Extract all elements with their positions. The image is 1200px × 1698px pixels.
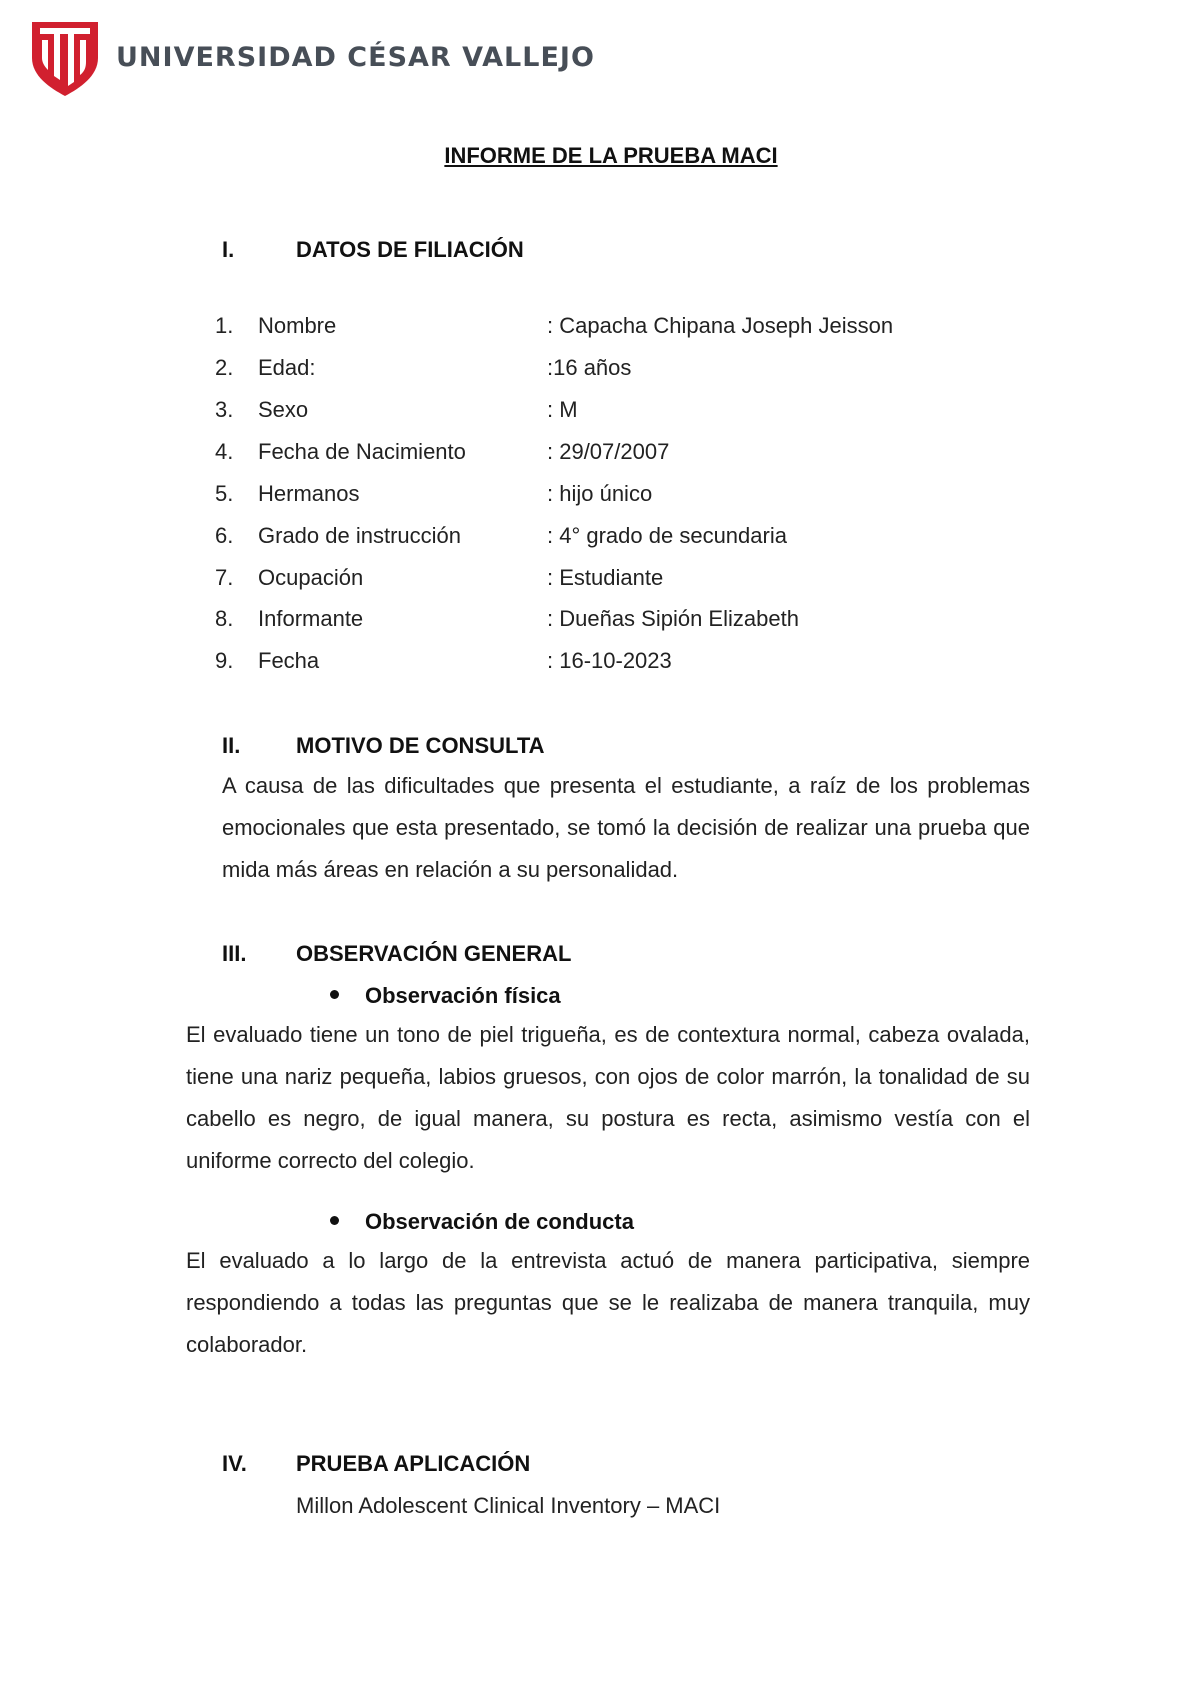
field-number: 9. — [215, 648, 234, 673]
section-title: OBSERVACIÓN GENERAL — [296, 941, 572, 966]
field-number: 5. — [215, 481, 234, 506]
section-number: II. — [222, 733, 241, 758]
field-number: 8. — [215, 606, 234, 631]
subsection-title: Observación de conducta — [365, 1209, 634, 1234]
field-label: Fecha — [258, 648, 320, 673]
ucv-shield-logo-icon — [30, 18, 100, 98]
subsection-conduct-heading — [330, 1209, 634, 1235]
field-label: Fecha de Nacimiento — [258, 439, 466, 464]
field-label: Nombre — [258, 313, 337, 338]
field-number: 3. — [215, 397, 234, 422]
section-title: MOTIVO DE CONSULTA — [296, 733, 545, 758]
conduct-observation-text: El evaluado a lo largo de la entrevista actuó de manera participativa, siempre respondiendo a todas las preguntas que se le realizaba de manera tranquila, muy colaborador. — [186, 1248, 1030, 1357]
field-value: : 16-10-2023 — [547, 648, 672, 673]
section-2-heading — [222, 733, 545, 759]
field-label: Grado de instrucción — [258, 523, 461, 548]
field-number: 4. — [215, 439, 234, 464]
document-title: INFORME DE LA PRUEBA MACI — [444, 143, 778, 168]
field-number: 6. — [215, 523, 234, 548]
field-value: : hijo único — [547, 481, 653, 506]
field-label: Edad: — [258, 355, 316, 380]
subsection-title: Observación física — [365, 983, 561, 1008]
field-value: : Estudiante — [547, 565, 664, 590]
section-number: I. — [222, 237, 235, 262]
section-number: III. — [222, 941, 247, 966]
consultation-reason-text: A causa de las dificultades que presenta el estudiante, a raíz de los problemas emocionales que esta presentado, se tomó la decisión de realizar una prueba que mida más áreas en relación a su personalidad. — [222, 773, 1030, 882]
field-number: 2. — [215, 355, 234, 380]
field-value: : Dueñas Sipión Elizabeth — [547, 606, 799, 631]
section-number: IV. — [222, 1451, 247, 1476]
university-name: UNIVERSIDAD CÉSAR VALLEJO — [116, 42, 595, 73]
field-value: : Capacha Chipana Joseph Jeisson — [547, 313, 894, 338]
subsection-physical-heading — [330, 983, 561, 1009]
field-number: 7. — [215, 565, 234, 590]
field-value: : 29/07/2007 — [547, 439, 670, 464]
field-number: 1. — [215, 313, 234, 338]
applied-test-name: Millon Adolescent Clinical Inventory – MACI — [296, 1493, 721, 1518]
physical-observation-text: El evaluado tiene un tono de piel trigueña, es de contextura normal, cabeza ovalada, tiene una nariz pequeña, labios gruesos, con ojos de color marrón, la tonalidad de su cabello es negro, de igual manera, su postura es recta, asimismo vestía con el uniforme correcto del colegio. — [186, 1022, 1030, 1173]
section-1-heading — [222, 237, 524, 263]
field-value: : M — [547, 397, 578, 422]
field-value: : 4° grado de secundaria — [547, 523, 787, 548]
section-3-heading — [222, 941, 571, 967]
field-label: Informante — [258, 606, 364, 631]
field-label: Hermanos — [258, 481, 360, 506]
field-label: Ocupación — [258, 565, 364, 590]
bullet-icon — [330, 990, 339, 999]
field-value: :16 años — [547, 355, 632, 380]
bullet-icon — [330, 1216, 339, 1225]
field-label: Sexo — [258, 397, 309, 422]
section-title: DATOS DE FILIACIÓN — [296, 237, 524, 262]
section-4-heading — [222, 1451, 530, 1477]
section-title: PRUEBA APLICACIÓN — [296, 1451, 531, 1476]
